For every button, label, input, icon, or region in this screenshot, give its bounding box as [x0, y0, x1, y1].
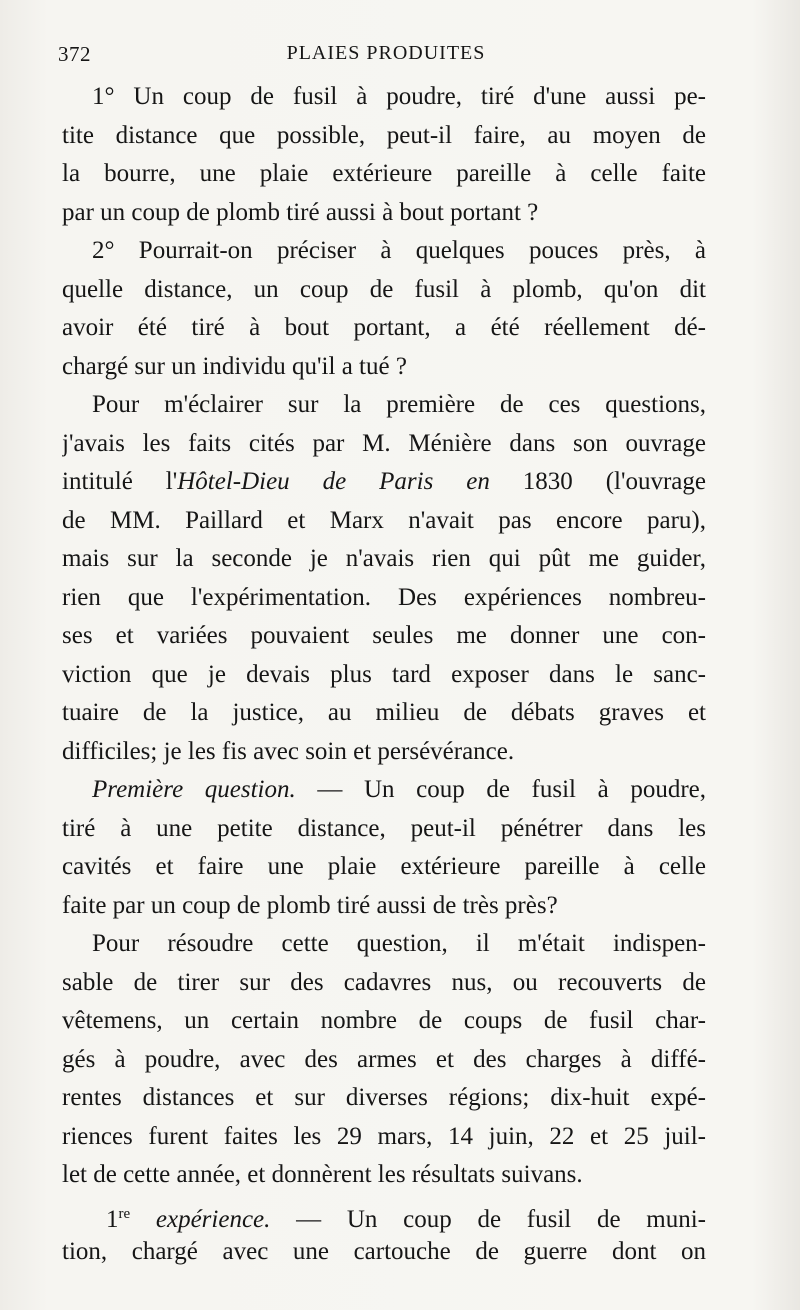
italic-text: expérience.: [130, 1205, 271, 1233]
text-line: Première question. — Un coup de fusil à poudre,: [92, 776, 706, 803]
running-title: PLAIES PRODUITES: [286, 42, 486, 64]
text-line: difficiles; je les fis avec soin et persévérance.: [62, 737, 515, 765]
text-line: sable de tirer sur des cadavres nus, ou recouverts de: [62, 968, 706, 996]
text-line: rentes distances et sur diverses régions; dix-huit expé-: [62, 1084, 706, 1111]
text-line: j'avais les faits cités par M. Ménière dans son ouvrage: [62, 429, 706, 457]
body-text: [62, 78, 706, 1272]
text-line: 2° Pourrait-on préciser à quelques pouces près, à: [92, 237, 706, 264]
text-line: tite distance que possible, peut-il faire, au moyen de: [62, 121, 706, 149]
text-line: avoir été tiré à bout portant, a été réellement dé-: [62, 314, 706, 341]
text-line: 1° Un coup de fusil à poudre, tiré d'une aussi pe-: [92, 83, 706, 110]
text-line: viction que je devais plus tard exposer dans le sanc-: [62, 660, 706, 688]
text-line: la bourre, une plaie extérieure pareille à celle faite: [62, 160, 706, 187]
text-line: tiré à une petite distance, peut-il pénétrer dans les: [62, 814, 706, 842]
text-line: gés à poudre, avec des armes et des charges à diffé-: [62, 1045, 706, 1073]
page-number: 372: [58, 42, 91, 66]
text-line: Pour résoudre cette question, il m'était indispen-: [92, 930, 706, 957]
text-line: riences furent faites les 29 mars, 14 juin, 22 et 25 juil-: [62, 1122, 706, 1150]
text-line: par un coup de plomb tiré aussi à bout portant ?: [62, 198, 539, 226]
text-line: Pour m'éclairer sur la première de ces questions,: [92, 391, 706, 418]
text-line: intitulé l'Hôtel-Dieu de Paris en 1830 (l'ouvrage: [62, 468, 706, 495]
text-line: let de cette année, et donnèrent les résultats suivans.: [62, 1161, 583, 1188]
text-line: chargé sur un individu qu'il a tué ?: [62, 352, 407, 380]
text-line: vêtemens, un certain nombre de coups de fusil char-: [62, 1007, 706, 1034]
text-line: mais sur la seconde je n'avais rien qui pût me guider,: [62, 545, 706, 572]
text-line: ses et variées pouvaient seules me donner une con-: [62, 622, 706, 649]
page-header: [56, 38, 716, 74]
text-line: tion, chargé avec une cartouche de guerre dont on: [62, 1238, 706, 1265]
text-line: 1re expérience. — Un coup de fusil de muni-: [106, 1205, 706, 1233]
italic-text: Hôtel-Dieu de Paris en: [177, 468, 490, 495]
text-line: rien que l'expérimentation. Des expériences nombreu-: [62, 583, 706, 611]
text-line: faite par un coup de plomb tiré aussi de très près?: [62, 891, 558, 919]
text-line: de MM. Paillard et Marx n'avait pas encore paru),: [62, 506, 706, 534]
superscript: re: [118, 1205, 131, 1222]
text-line: cavités et faire une plaie extérieure pareille à celle: [62, 853, 706, 880]
italic-text: Première question.: [92, 776, 296, 803]
text-line: tuaire de la justice, au milieu de débats graves et: [62, 699, 706, 726]
text-line: quelle distance, un coup de fusil à plomb, qu'on dit: [62, 275, 706, 303]
